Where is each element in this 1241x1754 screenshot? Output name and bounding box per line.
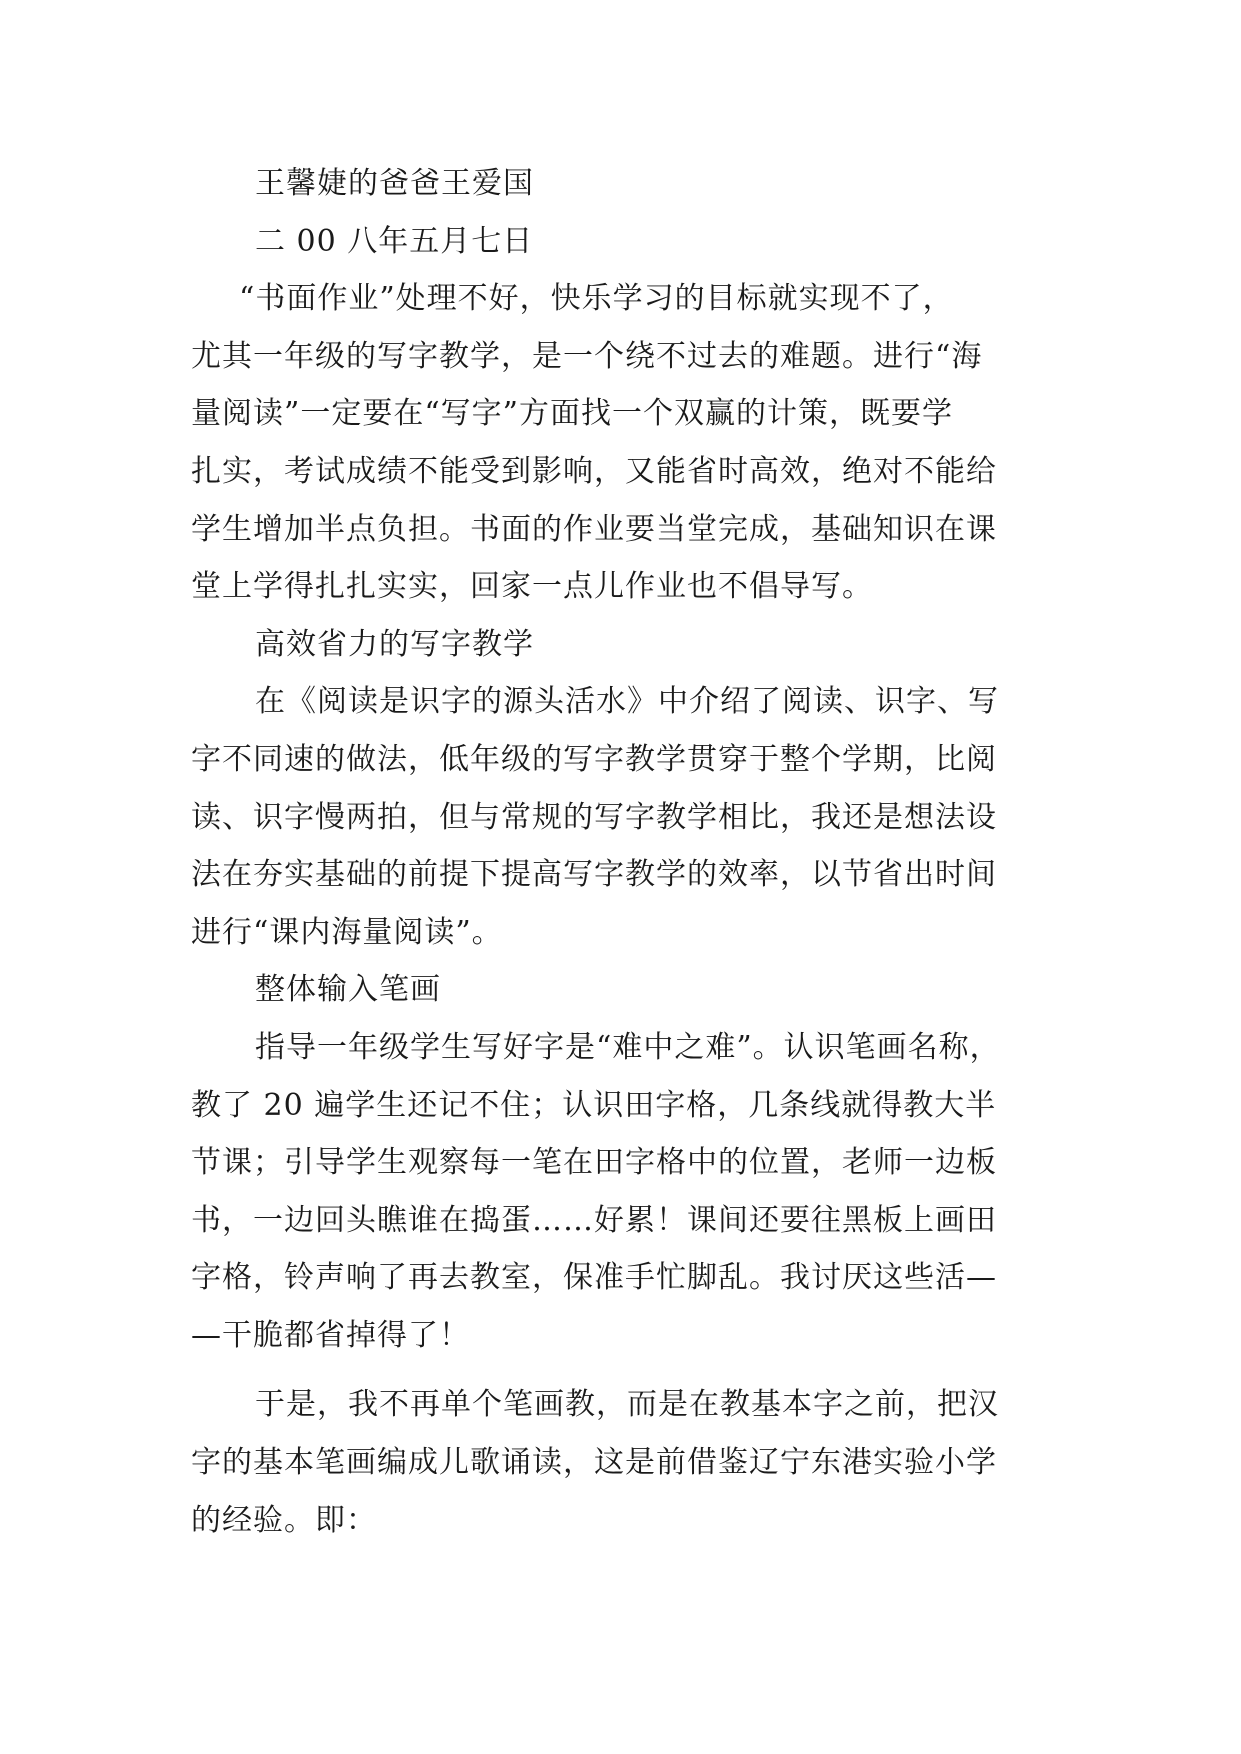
paragraph-line: “书面作业”处理不好，快乐学习的目标就实现不了， bbox=[239, 281, 954, 317]
paragraph-line: 教了 20 遍学生还记不住；认识田字格，几条线就得教大半 bbox=[191, 1087, 997, 1123]
paragraph-line: —干脆都省掉得了！ bbox=[191, 1317, 470, 1353]
paragraph-line: 书，一边回头瞧谁在捣蛋……好累！课间还要往黑板上画田 bbox=[191, 1202, 997, 1238]
paragraph-line: 于是，我不再单个笔画教，而是在教基本字之前，把汉 bbox=[255, 1387, 999, 1423]
date-line: 二 00 八年五月七日 bbox=[255, 223, 534, 259]
paragraph-line: 进行“课内海量阅读”。 bbox=[191, 914, 503, 950]
document-body bbox=[191, 155, 1061, 1549]
paragraph-line: 学生增加半点负担。书面的作业要当堂完成，基础知识在课 bbox=[191, 511, 997, 547]
paragraph-line: 扎实，考试成绩不能受到影响，又能省时高效，绝对不能给 bbox=[191, 453, 997, 489]
paragraph-line: 在《阅读是识字的源头活水》中介绍了阅读、识字、写 bbox=[255, 684, 999, 720]
paragraph-line: 读、识字慢两拍，但与常规的写字教学相比，我还是想法设 bbox=[191, 799, 997, 835]
paragraph-line: 指导一年级学生写好字是“难中之难”。认识笔画名称， bbox=[255, 1029, 1001, 1065]
paragraph-line: 字格，铃声响了再去教室，保准手忙脚乱。我讨厌这些活— bbox=[191, 1260, 997, 1296]
paragraph-line: 的经验。即： bbox=[191, 1502, 377, 1538]
paragraph-line: 字不同速的做法，低年级的写字教学贯穿于整个学期，比阅 bbox=[191, 741, 997, 777]
paragraph-line: 字的基本笔画编成儿歌诵读，这是前借鉴辽宁东港实验小学 bbox=[191, 1445, 997, 1481]
paragraph-line: 节课；引导学生观察每一笔在田字格中的位置，老师一边板 bbox=[191, 1145, 997, 1181]
paragraph-line: 尤其一年级的写字教学，是一个绕不过去的难题。进行“海 bbox=[191, 338, 983, 374]
section-heading: 高效省力的写字教学 bbox=[255, 626, 534, 662]
section-heading: 整体输入笔画 bbox=[255, 972, 441, 1008]
paragraph-line: 量阅读”一定要在“写字”方面找一个双赢的计策，既要学 bbox=[191, 396, 954, 432]
paragraph-line: 法在夯实基础的前提下提高写字教学的效率，以节省出时间 bbox=[191, 857, 997, 893]
signature-line: 王馨婕的爸爸王爱国 bbox=[255, 166, 534, 201]
paragraph-line: 堂上学得扎扎实实，回家一点儿作业也不倡导写。 bbox=[191, 569, 873, 605]
